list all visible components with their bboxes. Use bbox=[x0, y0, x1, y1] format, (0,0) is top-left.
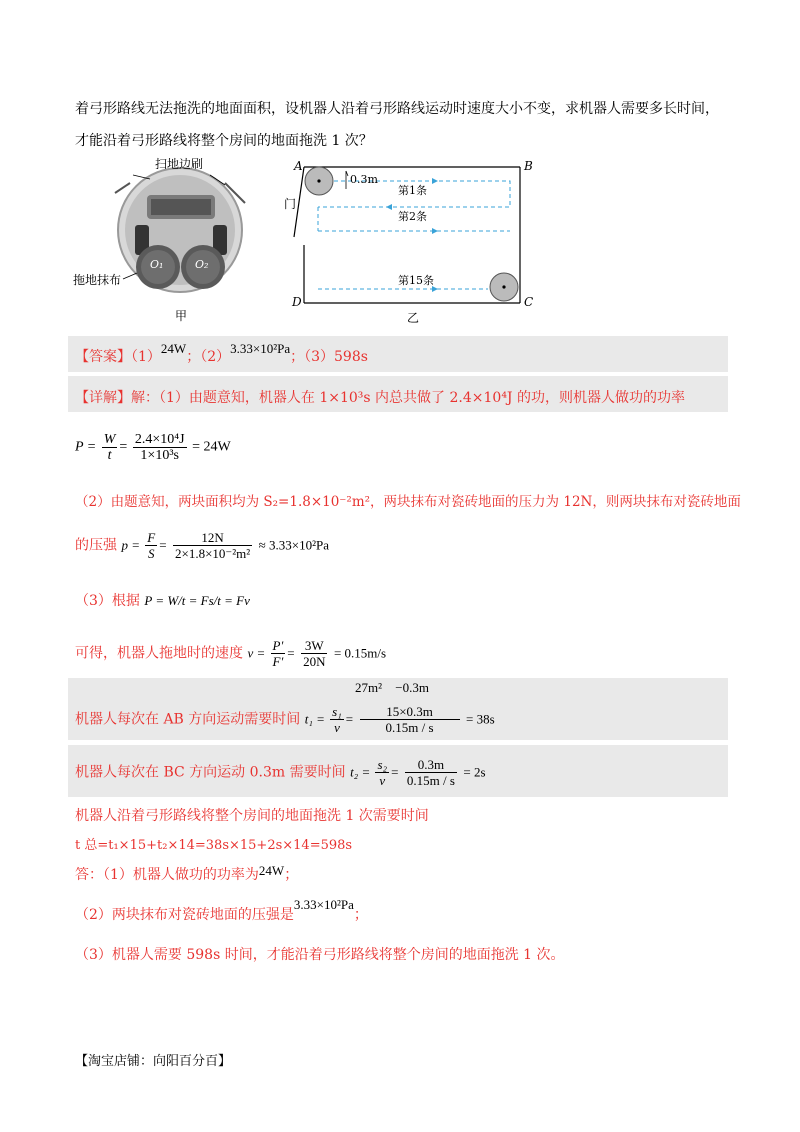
ab-prefix: 机器人每次在 AB 方向运动需要时间 bbox=[75, 711, 301, 728]
equation-power: P = $\frac{W}{t}$ = $\frac{\text{2.4×10⁴J}}{\text{1×10³s}}$ = 24W bbox=[75, 432, 231, 463]
eq1-result: = 24W bbox=[192, 439, 231, 455]
point-c: C bbox=[524, 295, 534, 309]
eq5-top bbox=[355, 680, 429, 696]
conclusion-2-prefix: （2）两块抹布对瓷砖地面的压强是 bbox=[75, 907, 294, 923]
part3-prefix: （3）根据 bbox=[75, 593, 140, 609]
bc-time-line: 机器人每次在 BC 方向运动 0.3m 需要时间 t₂ = $\frac{\text{s₂}}{v}$ = $\frac{0.3m}{0.15m / s}$ = 2s bbox=[75, 757, 486, 788]
eq5-result: = 38s bbox=[466, 711, 495, 727]
eq5-top-minus: −0.3m bbox=[395, 680, 429, 695]
velocity-line: 可得，机器人拖地时的速度 v = $\frac{P'}{F'}$ = $\frac{3W}{20N}$ = 0.15m/s bbox=[75, 638, 387, 669]
eq2-f1-den: S bbox=[147, 546, 155, 561]
door-label: 门 bbox=[284, 197, 297, 211]
eq4-f2-den: 20N bbox=[303, 654, 326, 669]
total-equation: t 总=t₁×15+t₂×14=38s×15+2s×14=598s bbox=[75, 838, 353, 853]
figure-yi bbox=[282, 155, 542, 330]
question-line-2: 才能沿着弓形路线将整个房间的地面拖洗 1 次？ bbox=[75, 133, 373, 149]
conclusion-2-end: ； bbox=[353, 907, 368, 923]
distance-label: 0.3m bbox=[350, 173, 378, 186]
velocity-prefix: 可得，机器人拖地时的速度 bbox=[75, 645, 243, 662]
question-line-1: 着弓形路线无法拖洗的地面面积，设机器人沿着弓形路线运动时速度大小不变，求机器人需要多长时间， bbox=[75, 101, 719, 117]
figure-jia bbox=[75, 155, 255, 325]
caption-jia: 甲 bbox=[175, 309, 188, 323]
part2-line: （2）由题意知，两块面积均为 S₂=1.8×10⁻²m²，两块抹布对瓷砖地面的压力为 12N，则两块抹布对瓷砖地面 bbox=[75, 494, 741, 510]
conclusion-2-value: 3.33×10²Pa bbox=[293, 897, 354, 912]
eq5-f1-num: s₁ bbox=[332, 704, 342, 719]
conclusion-1-value: 24W bbox=[258, 863, 285, 878]
strip-2-label: 第2条 bbox=[398, 210, 427, 223]
point-a: A bbox=[294, 159, 303, 173]
eq6-f1-den: v bbox=[379, 773, 386, 788]
answer-v2: 3.33×10²Pa bbox=[230, 341, 291, 356]
eq2-lhs: p = bbox=[121, 537, 144, 553]
cloth-label: 拖地抹布 bbox=[73, 273, 122, 287]
eq4-f1-num: P′ bbox=[272, 638, 284, 653]
ab-time-line: 机器人每次在 AB 方向运动需要时间 t₁ = $\frac{\text{s₁}}{v}$ = $\frac{15\times 0.3m}{0.15m / s}$ = 38s bbox=[75, 704, 495, 735]
eq2-result: ≈ 3.33×10²Pa bbox=[258, 537, 329, 553]
bc-prefix: 机器人每次在 BC 方向运动 0.3m 需要时间 bbox=[75, 764, 346, 781]
eq6-f1-num: s₂ bbox=[377, 757, 388, 772]
eq5-top-area: 27m² bbox=[355, 680, 383, 695]
o1-label: O₁ bbox=[150, 258, 164, 271]
o2-label: O₂ bbox=[195, 258, 209, 271]
eq5-f2-den: 0.15m / s bbox=[385, 720, 434, 735]
eq2-f2-den: 2×1.8×10⁻²m² bbox=[174, 546, 251, 561]
eq6-f2-num: 0.3m bbox=[405, 757, 457, 773]
eq1-lhs: P = bbox=[75, 439, 100, 455]
part3-line bbox=[75, 590, 250, 610]
eq1-f2-num: 2.4×10⁴J bbox=[134, 432, 185, 447]
answer-v1: 24W bbox=[160, 341, 187, 356]
eq2-f1-num: F bbox=[147, 530, 156, 545]
robot-bottom-image bbox=[75, 155, 255, 325]
eq5-f2-num: 15×0.3m bbox=[360, 704, 460, 720]
conclusion-2 bbox=[75, 897, 368, 924]
eq1-f2-den: 1×10³s bbox=[140, 448, 179, 463]
answer-p1: （1） bbox=[131, 349, 161, 365]
conclusion-1-prefix: 答：（1）机器人做功的功率为 bbox=[75, 867, 259, 883]
eq5-f1-den: v bbox=[334, 720, 340, 735]
eq4-result: = 0.15m/s bbox=[333, 645, 387, 661]
eq4-f2-num: 3W bbox=[301, 638, 327, 654]
eq3: P = W/t = Fs/t = Fv bbox=[144, 593, 250, 608]
eq2-f2-num: 12N bbox=[173, 530, 252, 546]
eq4-f1-den: F′ bbox=[272, 654, 284, 669]
point-d: D bbox=[292, 295, 302, 309]
caption-yi: 乙 bbox=[407, 311, 420, 325]
answer-line bbox=[75, 341, 368, 366]
conclusion-3: （3）机器人需要 598s 时间，才能沿着弓形路线将整个房间的地面拖洗 1 次。 bbox=[75, 947, 565, 963]
total-line: 机器人沿着弓形路线将整个房间的地面拖洗 1 次需要时间 bbox=[75, 808, 429, 824]
conclusion-1 bbox=[75, 864, 298, 884]
answer-sep2: ；（3）598s bbox=[290, 349, 368, 365]
brush-label: 扫地边刷 bbox=[155, 157, 204, 171]
eq6-lhs: t₂ = bbox=[350, 764, 374, 780]
answer-label: 【答案】 bbox=[75, 349, 131, 365]
eq5-lhs: t₁ = bbox=[304, 711, 329, 727]
strip-15-label: 第15条 bbox=[398, 274, 434, 287]
eq6-result: = 2s bbox=[463, 764, 486, 780]
detail-label: 【详解】 bbox=[75, 390, 131, 406]
conclusion-1-end: ； bbox=[284, 867, 299, 883]
answer-sep1: ；（2） bbox=[186, 349, 231, 365]
detail-line bbox=[75, 387, 685, 407]
footer-shop: 【淘宝店铺：向阳百分百】 bbox=[75, 1054, 232, 1069]
eq1-f1-num: W bbox=[103, 432, 116, 447]
point-b: B bbox=[524, 159, 533, 173]
part2-prefix: 的压强 bbox=[75, 537, 117, 554]
detail-text: 解：（1）由题意知，机器人在 1×10³s 内总共做了 2.4×10⁴J 的功，则机器人做功的功率 bbox=[131, 390, 685, 406]
eq1-f1-den: t bbox=[107, 448, 112, 463]
strip-1-label: 第1条 bbox=[398, 184, 427, 197]
eq6-f2-den: 0.15m / s bbox=[406, 773, 455, 788]
eq4-lhs: v = bbox=[247, 645, 269, 661]
equation-pressure: 的压强 p = $\frac{F}{S}$ = $\frac{12N}{\text{2×1.8×10⁻²m²}}$ ≈ 3.33×10²Pa bbox=[75, 530, 329, 561]
